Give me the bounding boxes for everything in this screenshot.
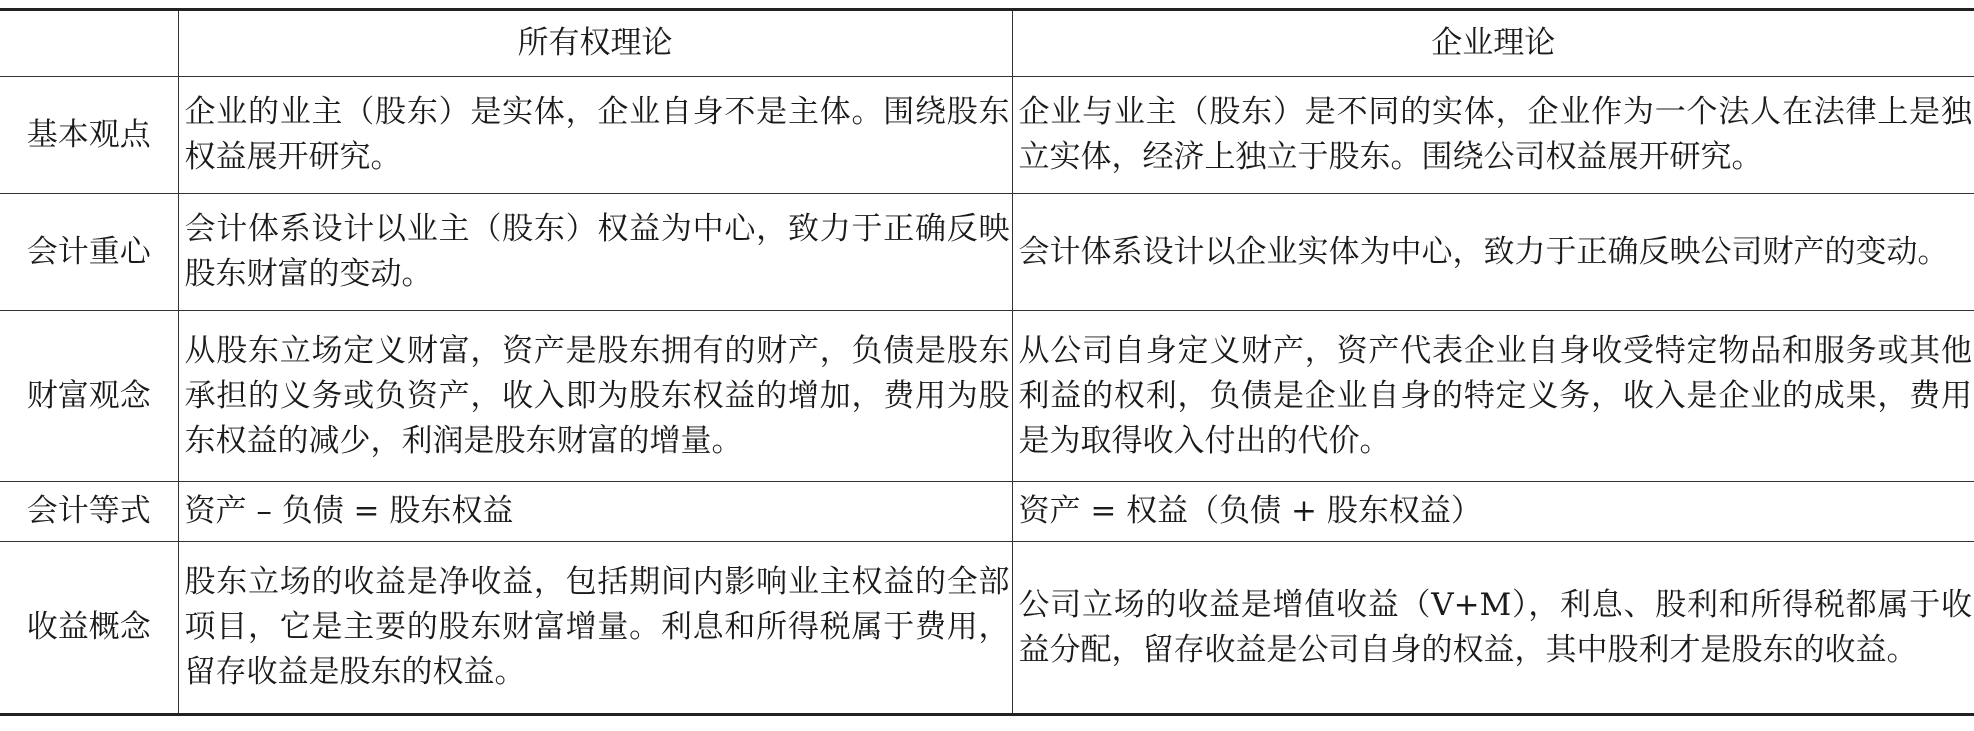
- row-label: 基本观点: [0, 77, 178, 194]
- ownership-cell: 从股东立场定义财富，资产是股东拥有的财产，负债是股东承担的义务或负资产，收入即为股东权益的增加，费用为股东权益的减少，利润是股东财富的增量。: [178, 311, 1012, 482]
- table-header-row: [0, 10, 1974, 77]
- row-label: 会计重心: [0, 194, 178, 311]
- row-label: 收益概念: [0, 542, 178, 715]
- comparison-table: [0, 8, 1974, 716]
- table-row: [0, 542, 1974, 715]
- entity-cell: 资产 = 权益（负债 + 股东权益）: [1012, 482, 1974, 542]
- entity-cell: 公司立场的收益是增值收益（V+M），利息、股利和所得税都属于收益分配，留存收益是公司自身的权益，其中股利才是股东的收益。: [1012, 542, 1974, 715]
- header-corner: [0, 10, 178, 77]
- header-ownership-theory: 所有权理论: [178, 10, 1012, 77]
- entity-cell: 从公司自身定义财产，资产代表企业自身收受特定物品和服务或其他利益的权利，负债是企业自身的特定义务，收入是企业的成果，费用是为取得收入付出的代价。: [1012, 311, 1974, 482]
- ownership-cell: 股东立场的收益是净收益，包括期间内影响业主权益的全部项目，它是主要的股东财富增量。利息和所得税属于费用，留存收益是股东的权益。: [178, 542, 1012, 715]
- row-label: 财富观念: [0, 311, 178, 482]
- comparison-table-container: [0, 8, 1974, 716]
- row-label: 会计等式: [0, 482, 178, 542]
- table-row: [0, 482, 1974, 542]
- table-row: [0, 194, 1974, 311]
- table-row: [0, 77, 1974, 194]
- ownership-cell: 资产 – 负债 = 股东权益: [178, 482, 1012, 542]
- entity-cell: 企业与业主（股东）是不同的实体，企业作为一个法人在法律上是独立实体，经济上独立于股东。围绕公司权益展开研究。: [1012, 77, 1974, 194]
- ownership-cell: 会计体系设计以业主（股东）权益为中心，致力于正确反映股东财富的变动。: [178, 194, 1012, 311]
- ownership-cell: 企业的业主（股东）是实体，企业自身不是主体。围绕股东权益展开研究。: [178, 77, 1012, 194]
- header-entity-theory: 企业理论: [1012, 10, 1974, 77]
- entity-cell: 会计体系设计以企业实体为中心，致力于正确反映公司财产的变动。: [1012, 194, 1974, 311]
- table-row: [0, 311, 1974, 482]
